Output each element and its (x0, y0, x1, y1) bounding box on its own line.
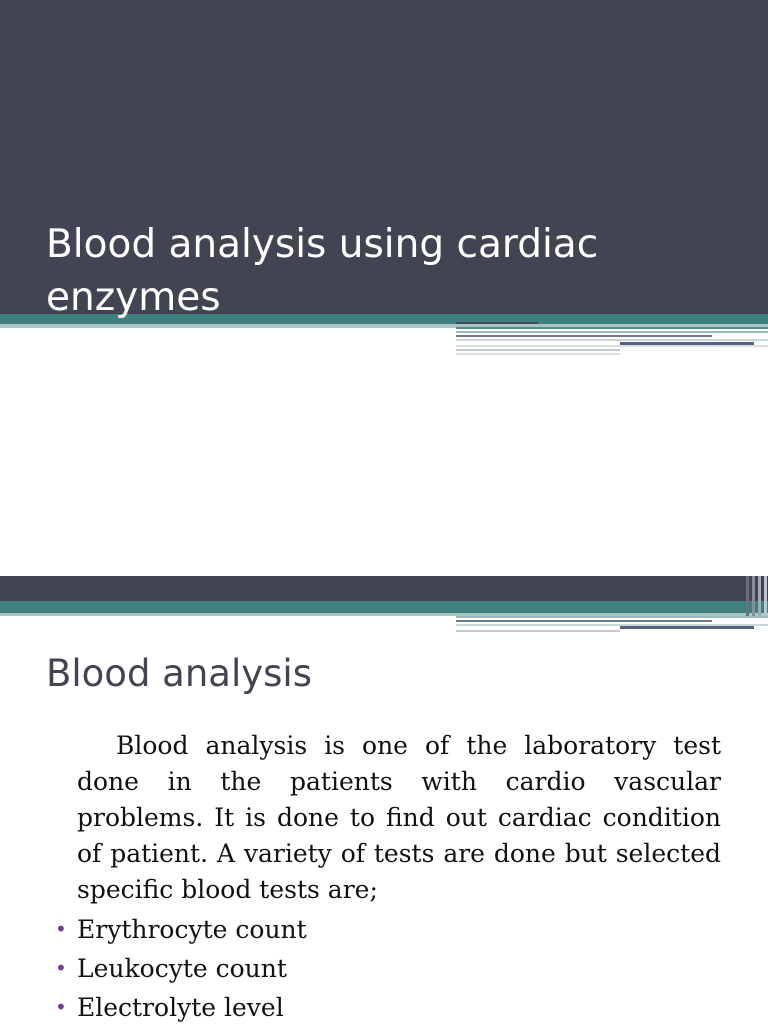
body-paragraph (77, 728, 721, 908)
accent-teal-band (0, 601, 768, 613)
bullet-icon: • (55, 995, 67, 1019)
list-item-text: Electrolyte level (77, 993, 284, 1022)
bullet-icon: • (55, 917, 67, 941)
paragraph-text: Blood analysis is one of the laboratory test done in the patients with cardio vascular problems. It is done to find out cardiac condition of patient. A variety of tests are done but selected specific blood tests are; (77, 731, 721, 904)
list-item-text: Erythrocyte count (77, 915, 307, 944)
list-item-text: Leukocyte count (77, 954, 287, 983)
slide-title: Blood analysis (46, 652, 312, 695)
list-item (52, 949, 307, 988)
bullet-list (52, 910, 307, 1024)
list-item (52, 910, 307, 949)
slide-title: Blood analysis using cardiac enzymes (46, 222, 599, 320)
list-item (52, 988, 307, 1024)
bullet-icon: • (55, 956, 67, 980)
content-slide (0, 576, 768, 1024)
slide-header-band (0, 576, 768, 601)
